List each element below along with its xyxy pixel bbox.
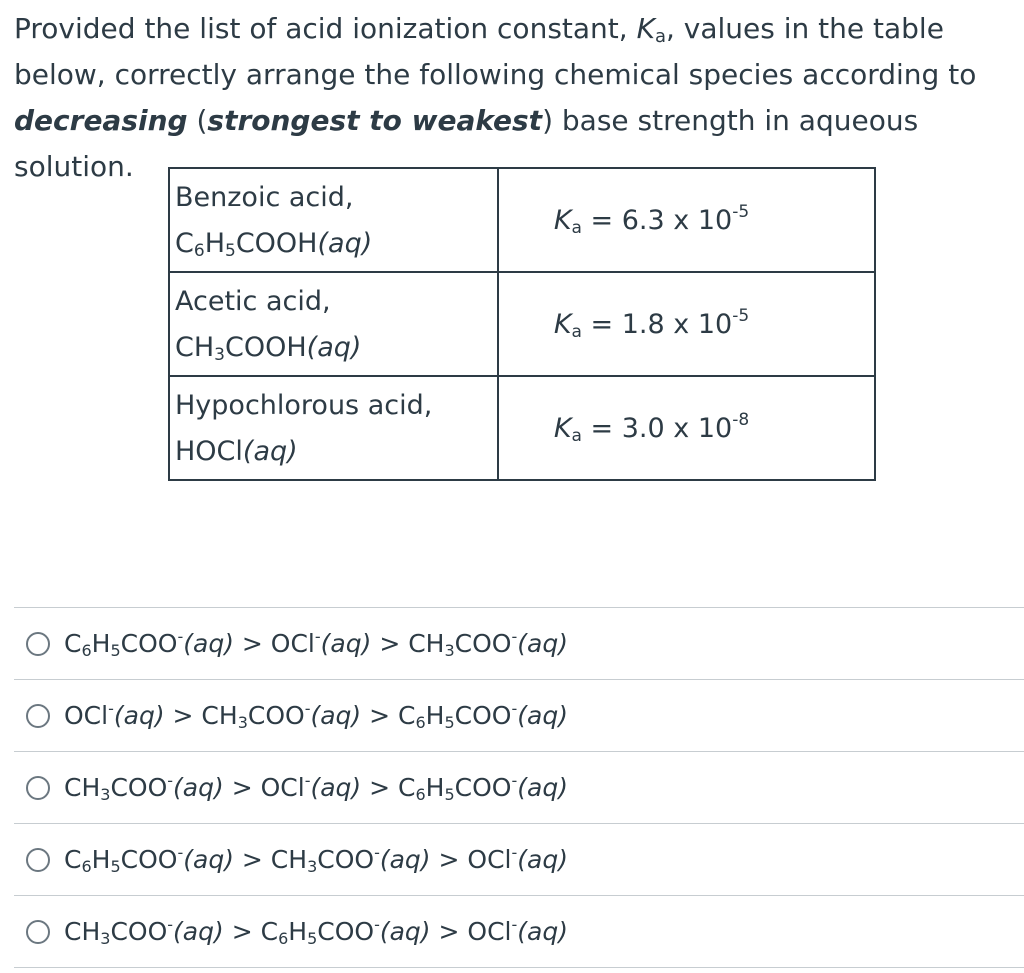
greater-than: > — [430, 917, 468, 946]
answer-label[interactable] — [64, 773, 568, 802]
greater-than: > — [361, 773, 399, 802]
ka-value-cell: $K_a = 3.0$ x $10^{-8}$ — [498, 376, 875, 480]
table-row — [169, 168, 875, 272]
ka-subscript: a — [654, 26, 666, 47]
acid-formula: $CH_3COOH(aq)$ — [175, 332, 362, 365]
ka-symbol: K — [636, 12, 655, 45]
ka-value-cell: $K_a = 1.8$ x $10^{-5}$ — [498, 272, 875, 376]
answer-label[interactable] — [64, 629, 568, 658]
greater-than: > — [430, 845, 468, 874]
species-benzoate: $C_6H_5COO^-(aq)$ — [64, 627, 234, 660]
species-acetate: $CH_3COO^-(aq)$ — [64, 915, 224, 948]
table-row — [169, 376, 875, 480]
greater-than: > — [233, 629, 271, 658]
question-part: Provided the list of acid ionization constant, — [14, 12, 637, 45]
species-hypochlorite: OCl-(aq) — [64, 699, 165, 730]
species-hypochlorite: OCl-(aq) — [467, 843, 568, 874]
answer-option-a[interactable] — [14, 608, 1024, 680]
acid-formula: HOCl(aq) — [175, 436, 298, 467]
radio-button[interactable] — [26, 848, 50, 872]
ka-exponent: -8 — [732, 409, 750, 430]
answer-label[interactable] — [64, 917, 568, 946]
emphasis-strongest-to-weakest: strongest to weakest — [207, 104, 543, 137]
answer-label[interactable] — [64, 845, 568, 874]
ka-exponent: -5 — [732, 305, 750, 326]
answer-label[interactable] — [64, 701, 568, 730]
answer-option-b[interactable] — [14, 680, 1024, 752]
greater-than: > — [223, 773, 261, 802]
acid-name: Acetic acid, — [175, 286, 331, 317]
species-acetate: $CH_3COO^-(aq)$ — [201, 699, 362, 732]
radio-button[interactable] — [26, 920, 50, 944]
greater-than: > — [164, 701, 202, 730]
ka-value: = 1.8 x 10 — [581, 308, 733, 340]
answer-list — [14, 607, 1024, 968]
ka-exponent: -5 — [732, 201, 750, 222]
ka-value: = 6.3 x 10 — [581, 204, 733, 236]
species-acetate: $CH_3COO^-(aq)$ — [408, 627, 568, 660]
acid-formula: $C_6H_5COOH(aq)$ — [175, 228, 373, 261]
greater-than: > — [223, 917, 261, 946]
species-benzoate: $C_6H_5COO^-(aq)$ — [398, 699, 568, 732]
ka-table — [168, 167, 876, 481]
species-hypochlorite: OCl-(aq) — [467, 915, 568, 946]
greater-than: > — [371, 629, 409, 658]
acid-name: Benzoic acid, — [175, 182, 354, 213]
species-hypochlorite: OCl-(aq) — [270, 627, 372, 658]
species-acetate: $CH_3COO^-(aq)$ — [270, 843, 431, 876]
answer-option-c[interactable] — [14, 752, 1024, 824]
answer-option-d[interactable] — [14, 824, 1024, 896]
species-hypochlorite: OCl-(aq) — [260, 771, 362, 802]
radio-button[interactable] — [26, 632, 50, 656]
acid-name-cell — [169, 168, 498, 272]
greater-than: > — [233, 845, 271, 874]
radio-button[interactable] — [26, 776, 50, 800]
question-part: ( — [187, 104, 208, 137]
question-part: , values in the table below, correctly arrange the following chemical species according to — [14, 12, 977, 91]
question-text — [14, 6, 1014, 190]
question-part: ) base strength in aqueous solution. — [14, 104, 919, 183]
species-benzoate: $C_6H_5COO^-(aq)$ — [398, 771, 568, 804]
species-acetate: $CH_3COO^-(aq)$ — [64, 771, 224, 804]
species-benzoate: $C_6H_5COO^-(aq)$ — [64, 843, 234, 876]
acid-name-cell — [169, 272, 498, 376]
radio-button[interactable] — [26, 704, 50, 728]
emphasis-decreasing: decreasing — [14, 104, 188, 137]
answer-option-e[interactable] — [14, 896, 1024, 968]
species-benzoate: $C_6H_5COO^-(aq)$ — [260, 915, 431, 948]
ka-value: = 3.0 x 10 — [581, 412, 733, 444]
acid-name-cell — [169, 376, 498, 480]
greater-than: > — [361, 701, 399, 730]
ka-value-cell: $K_a = 6.3$ x $10^{-5}$ — [498, 168, 875, 272]
table-row — [169, 272, 875, 376]
acid-name: Hypochlorous acid, — [175, 390, 433, 421]
